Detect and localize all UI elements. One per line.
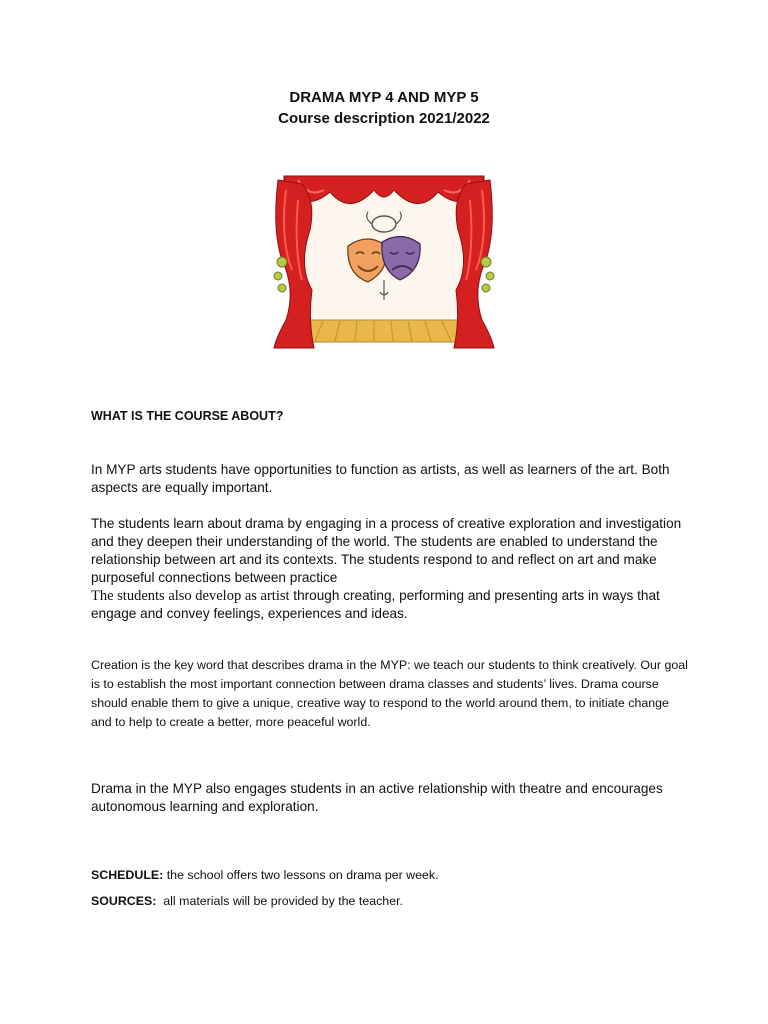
schedule-label: SCHEDULE: [91, 868, 164, 882]
sources-label: SOURCES: [91, 894, 157, 908]
paragraph-learning-end: through creating, performing and presenting arts in ways that engage and convey feelings, experiences and ideas. [91, 588, 660, 621]
sources-line [91, 894, 403, 908]
page-title [0, 87, 768, 129]
theatre-masks-icon [268, 170, 500, 354]
schedule-text: the school offers two lessons on drama per week. [163, 868, 439, 882]
paragraph-learning-serif: The students also develop as artist [91, 588, 290, 604]
schedule-line [91, 868, 439, 882]
title-line-1: DRAMA MYP 4 AND MYP 5 [289, 89, 479, 106]
paragraph-creation: Creation is the key word that describes drama in the MYP: we teach our students to think creatively. Our goal is to establish the most important connection between drama classes and students’ lives. Drama course should enable them to give a unique, creative way to respond to the world around them, to initiate change and to help to create a better, more peaceful world. [91, 658, 688, 729]
paragraph-learning [91, 515, 691, 623]
sources-text: all materials will be provided by the teacher. [156, 894, 403, 908]
paragraph-arts-roles: In MYP arts students have opportunities to function as artists, as well as learners of the art. Both aspects are equally important. [91, 462, 670, 495]
theatre-stage-illustration [268, 170, 500, 354]
paragraph-theatre: Drama in the MYP also engages students in an active relationship with theatre and encourages autonomous learning and exploration. [91, 781, 663, 814]
section-heading: WHAT IS THE COURSE ABOUT? [91, 409, 284, 423]
title-line-2: Course description 2021/2022 [278, 110, 490, 127]
paragraph-learning-main: The students learn about drama by engaging in a process of creative exploration and investigation and they deepen their understanding of the world. The students are enabled to understand the relationship between art and its contexts. The students respond to and reflect on art and make purposeful connections between practice [91, 516, 682, 585]
